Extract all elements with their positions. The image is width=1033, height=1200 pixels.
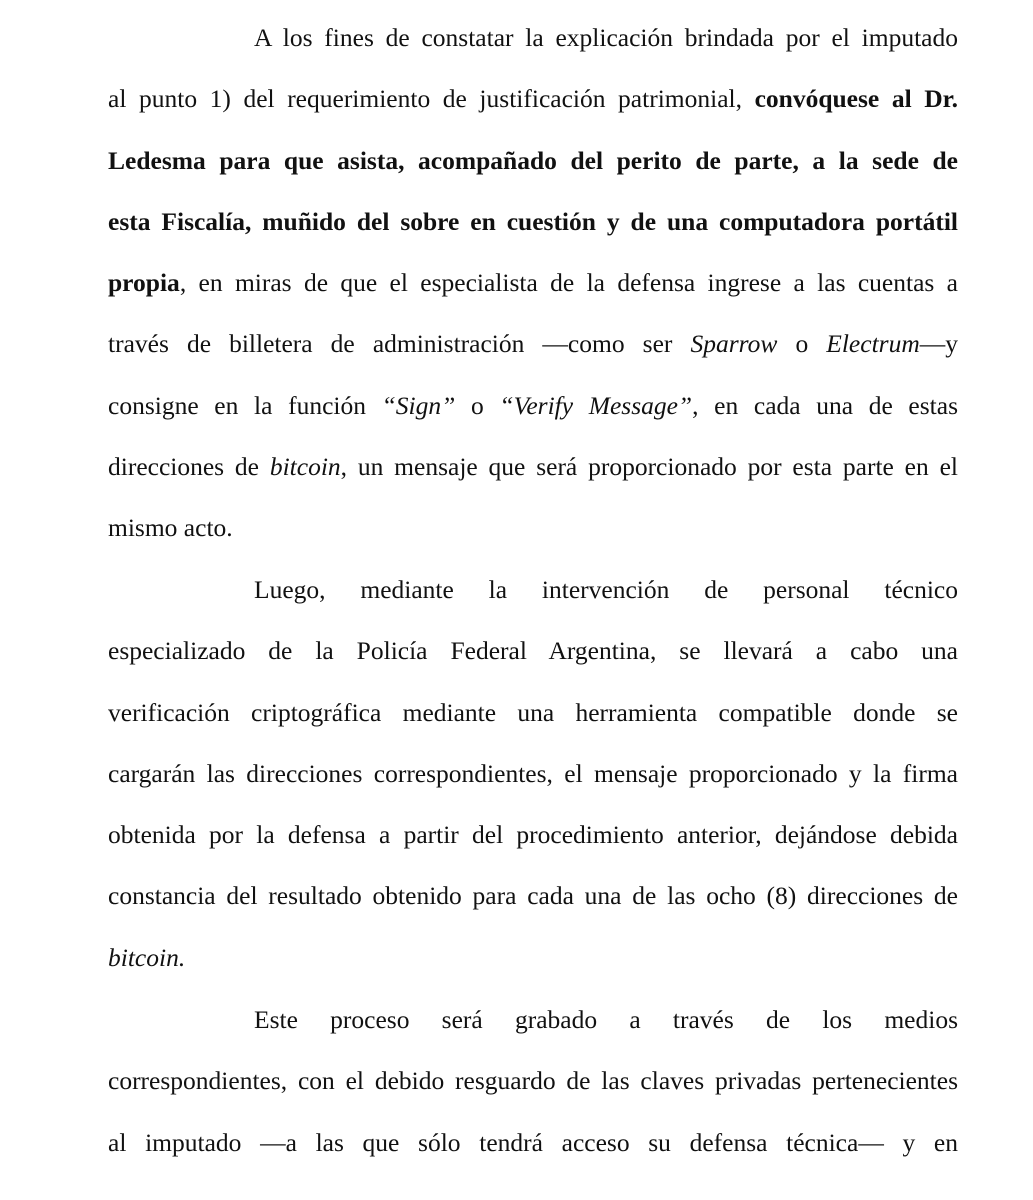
text-line [108,1112,958,1173]
body-text: al imputado —a las que sólo tendrá acceso su defensa técnica— y en [108,1127,958,1157]
text-line [108,68,958,129]
body-text: direcciones de [108,452,270,482]
text-line [108,559,958,620]
paragraph-3 [108,989,958,1173]
body-text: cargarán las direcciones correspondientes, el mensaje proporcionado y la firma [108,758,958,788]
text-line [108,620,958,681]
italic-text: Sparrow [690,329,778,359]
body-text: o [455,390,500,420]
body-text: Luego, mediante la intervención de personal técnico [254,575,958,604]
italic-text: “Verify Message” [499,390,693,420]
text-line [108,927,958,988]
body-text: consigne en la función [108,390,382,420]
text-line [108,804,958,865]
body-text: correspondientes, con el debido resguardo de las claves privadas pertenecientes [108,1066,958,1096]
body-text: Este proceso será grabado a través de los medios [254,1005,958,1034]
text-line [108,313,958,374]
paragraph-2 [108,559,958,988]
text-line [108,989,958,1050]
text-line [108,375,958,436]
text-line [108,865,958,926]
body-text: especializado de la Policía Federal Argentina, se llevará a cabo una [108,636,958,666]
bold-text: Ledesma para que asista, acompañado del perito de parte, a la sede de [108,145,958,175]
body-text: al punto 1) del requerimiento de justificación patrimonial, [108,84,755,114]
body-text: , en miras de que el especialista de la defensa ingrese a las cuentas a [179,268,958,298]
text-line [108,191,958,252]
text-line [108,130,958,191]
bold-text: convóquese al Dr. [754,84,958,114]
document-page [108,0,958,1200]
body-text: verificación criptográfica mediante una herramienta compatible donde se [108,697,958,727]
body-text: o [777,329,827,359]
text-line [108,7,958,68]
text-line [108,252,958,313]
text-line [108,1050,958,1111]
body-text: , un mensaje que será proporcionado por esta parte en el [340,452,958,482]
text-line [108,436,958,497]
body-text: obtenida por la defensa a partir del procedimiento anterior, dejándose debida [108,820,958,850]
bold-text: esta Fiscalía, muñido del sobre en cuestión y de una computadora portátil [108,206,958,236]
body-text: través de billetera de administración —como ser [108,329,691,359]
text-line [108,682,958,743]
italic-text: Electrum [826,329,920,359]
bold-text: propia [108,268,180,298]
body-text: , en cada una de estas [692,390,958,420]
body-text: mismo acto. [108,513,233,543]
italic-text: “Sign” [381,390,456,420]
body-text: constancia del resultado obtenido para cada una de las ocho (8) direcciones de [108,881,958,911]
text-line [108,497,958,558]
body-text: A los fines de constatar la explicación brindada por el imputado [254,23,958,52]
paragraph-1 [108,7,958,559]
body-text: —y [919,329,958,359]
italic-text: bitcoin. [108,942,186,972]
text-line [108,743,958,804]
italic-text: bitcoin [269,452,341,482]
